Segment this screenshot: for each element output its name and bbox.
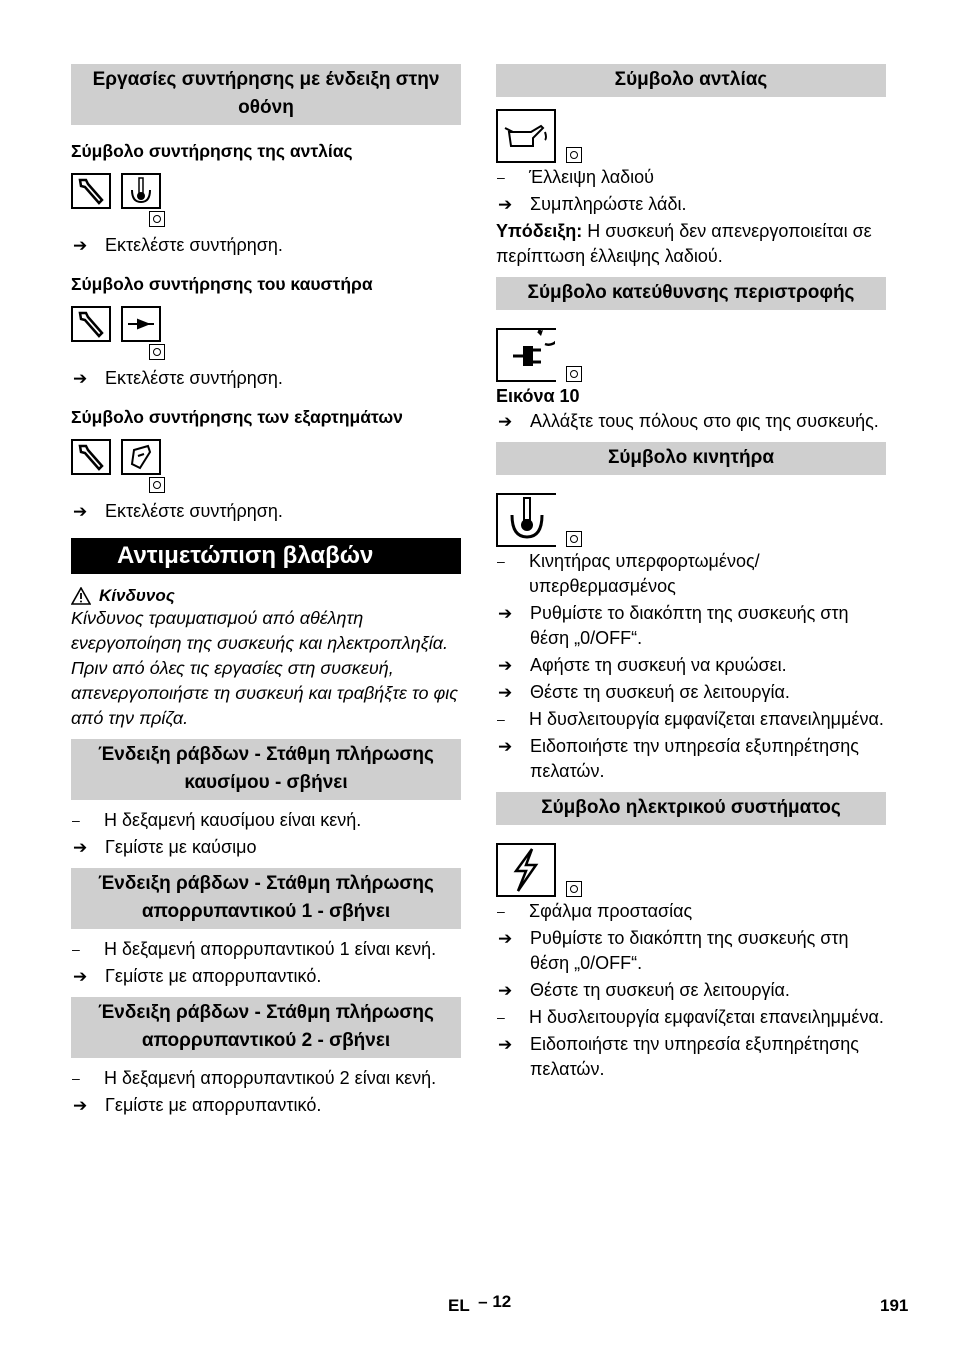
language-code: EL — [448, 1296, 470, 1315]
footer-lang — [448, 1292, 512, 1316]
rotation-direction-header: Σύμβολο κατεύθυνσης περιστροφής — [496, 277, 886, 310]
warning-triangle-icon — [71, 587, 91, 605]
note-label: Υπόδειξη: — [496, 221, 583, 241]
electric-symbol-header: Σύμβολο ηλεκτρικού συστήματος — [496, 792, 886, 825]
spray-gun-icon — [121, 439, 161, 475]
motor-action-4: ➔ Ειδοποιήστε την υπηρεσία εξυπηρέτησης πελατών. — [498, 736, 859, 781]
fuel-action: ➔ Γεμίστε με καύσιμο — [73, 837, 257, 857]
plug-rotation-icon — [496, 328, 556, 382]
accessory-maintenance-icons — [71, 439, 461, 475]
electric-action-1: ➔ Ρυθμίστε το διακόπτη της συσκευής στη θέση „0/OFF“. — [498, 928, 849, 973]
pump-maintenance-action: ➔ Εκτελέστε συντήρηση. — [73, 235, 283, 255]
electric-icon-row — [496, 843, 886, 897]
electric-action-3: ➔ Ειδοποιήστε την υπηρεσία εξυπηρέτησης πελατών. — [498, 1034, 859, 1079]
electric-action-2: ➔ Θέστε τη συσκευή σε λειτουργία. — [498, 980, 790, 1000]
pump-note — [496, 219, 886, 269]
pump-maintenance-icons — [71, 173, 461, 209]
motor-action-3: ➔ Θέστε τη συσκευή σε λειτουργία. — [498, 682, 790, 702]
pump-cause: – Έλλειψη λαδιού — [497, 167, 654, 187]
accessory-maintenance-title: Σύμβολο συντήρησης των εξαρτημάτων — [71, 407, 403, 427]
wrench-icon — [71, 306, 111, 342]
detergent-1-action: ➔ Γεμίστε με απορρυπαντικό. — [73, 966, 322, 986]
pump-thermometer-icon — [121, 173, 161, 209]
oil-can-icon-row — [496, 109, 886, 163]
wrench-icon — [71, 173, 111, 209]
power-mini-icon — [71, 344, 461, 360]
maintenance-display-header: Εργασίες συντήρησης με ένδειξη στην οθόνη — [71, 64, 461, 125]
left-column — [71, 64, 461, 1120]
detergent-2-header: Ένδειξη ράβδων - Στάθμη πλήρωσης απορρυπαντικού 2 - σβήνει — [71, 997, 461, 1058]
motor-symbol-header: Σύμβολο κινητήρα — [496, 442, 886, 475]
detergent-2-action: ➔ Γεμίστε με απορρυπαντικό. — [73, 1095, 322, 1115]
power-mini-icon — [566, 531, 582, 547]
danger-label-row — [71, 586, 461, 606]
motor-action-1: ➔ Ρυθμίστε το διακόπτη της συσκευής στη θέση „0/OFF“. — [498, 603, 849, 648]
section-page: – 12 — [478, 1292, 512, 1311]
pump-action: ➔ Συμπληρώστε λάδι. — [498, 194, 687, 214]
page-number: 191 — [880, 1296, 909, 1315]
pump-symbol-header: Σύμβολο αντλίας — [496, 64, 886, 97]
motor-icon-row — [496, 493, 886, 547]
burner-icon — [121, 306, 161, 342]
detergent-1-cause: – Η δεξαμενή απορρυπαντικού 1 είναι κενή. — [72, 939, 437, 959]
power-mini-icon — [566, 366, 582, 382]
troubleshooting-heading: Αντιμετώπιση βλαβών — [71, 538, 461, 574]
figure-label: Εικόνα 10 — [496, 386, 580, 406]
lightning-icon — [496, 843, 556, 897]
motor-cause-2: – Η δυσλειτουργία εμφανίζεται επανειλημμένα. — [497, 709, 884, 729]
accessory-maintenance-action: ➔ Εκτελέστε συντήρηση. — [73, 501, 283, 521]
rotation-action: ➔ Αλλάξτε τους πόλους στο φις της συσκευής. — [498, 411, 879, 431]
power-mini-icon — [566, 881, 582, 897]
fuel-cause: – Η δεξαμενή καυσίμου είναι κενή. — [72, 810, 362, 830]
motor-thermometer-icon — [496, 493, 556, 547]
rotation-icon-row — [496, 328, 886, 382]
power-mini-icon — [566, 147, 582, 163]
motor-action-2: ➔ Αφήστε τη συσκευή να κρυώσει. — [498, 655, 787, 675]
electric-cause-2: – Η δυσλειτουργία εμφανίζεται επανειλημμένα. — [497, 1007, 884, 1027]
detergent-2-cause: – Η δεξαμενή απορρυπαντικού 2 είναι κενή. — [72, 1068, 437, 1088]
note-text: Η συσκευή δεν απενεργοποιείται σε περίπτωση έλλειψης λαδιού. — [496, 221, 872, 266]
pump-maintenance-title: Σύμβολο συντήρησης της αντλίας — [71, 141, 353, 161]
burner-maintenance-title: Σύμβολο συντήρησης του καυστήρα — [71, 274, 373, 294]
wrench-icon — [71, 439, 111, 475]
danger-label: Κίνδυνος — [99, 586, 175, 605]
power-mini-icon — [71, 477, 461, 493]
danger-text-2: Πριν από όλες τις εργασίες στη συσκευή, απενεργοποιήστε τη συσκευή και τραβήξτε το φις από την πρίζα. — [71, 658, 458, 728]
detergent-1-header: Ένδειξη ράβδων - Στάθμη πλήρωσης απορρυπαντικού 1 - σβήνει — [71, 868, 461, 929]
burner-maintenance-icons — [71, 306, 461, 342]
fuel-level-header: Ένδειξη ράβδων - Στάθμη πλήρωσης καυσίμου - σβήνει — [71, 739, 461, 800]
power-mini-icon — [71, 211, 461, 227]
electric-cause-1: – Σφάλμα προστασίας — [497, 901, 693, 921]
danger-text-1: Κίνδυνος τραυματισμού από αθέλητη ενεργοποίηση της συσκευής και ηλεκτροπληξία. — [71, 608, 449, 653]
motor-cause-1: – Κινητήρας υπερφορτωμένος/ υπερθερμασμένος — [497, 551, 760, 596]
oil-can-icon — [496, 109, 556, 163]
burner-maintenance-action: ➔ Εκτελέστε συντήρηση. — [73, 368, 283, 388]
right-column — [496, 64, 886, 1084]
